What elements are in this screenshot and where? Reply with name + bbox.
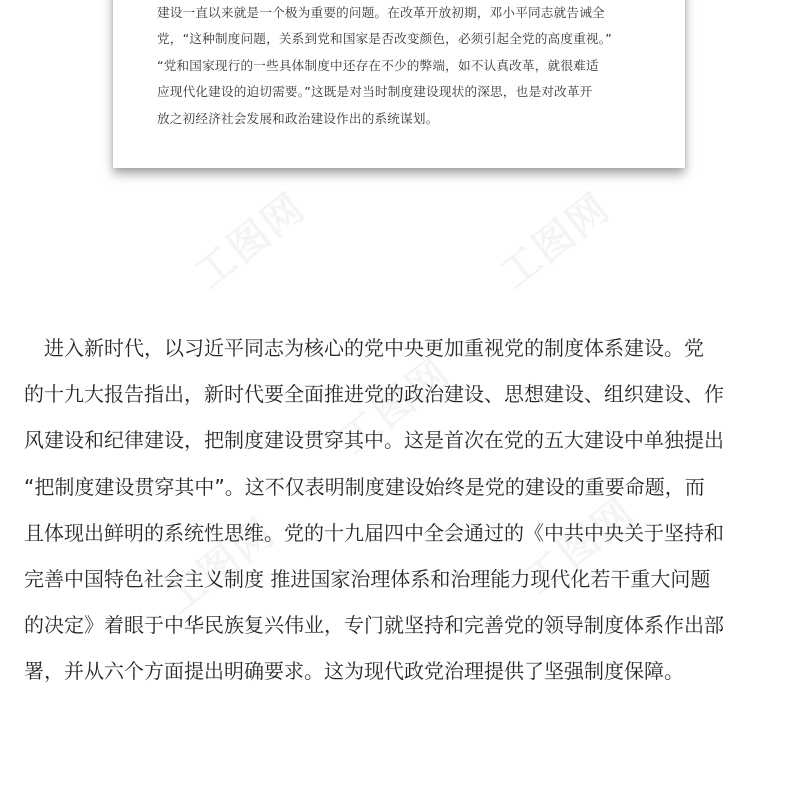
article-line: 署，并从六个方面提出明确要求。这为现代政党治理提供了坚强制度保障。 xyxy=(24,659,684,684)
article-line: 的决定》着眼于中华民族复兴伟业，专门就坚持和完善党的领导制度体系作出部 xyxy=(24,613,724,638)
article-line: 完善中国特色社会主义制度 推进国家治理体系和治理能力现代化若干重大问题 xyxy=(24,566,711,591)
article-line: 风建设和纪律建设，把制度建设贯穿其中。这是首次在党的五大建设中单独提出 xyxy=(24,428,724,453)
quote-line: “党和国家现行的一些具体制度中还存在不少的弊端，如不认真改革，就很难适 xyxy=(157,57,599,73)
quote-line: 建设一直以来就是一个极为重要的问题。在改革开放初期，邓小平同志就告诫全 xyxy=(157,5,605,20)
article-line: 的十九大报告指出，新时代要全面推进党的政治建设、思想建设、组织建设、作 xyxy=(24,382,724,407)
article-line: 进入新时代，以习近平同志为核心的党中央更加重视党的制度体系建设。党 xyxy=(24,336,704,360)
watermark xyxy=(181,177,315,299)
watermark xyxy=(486,177,620,299)
quote-line: 应现代化建设的迫切需要。”这既是对当时制度建设现状的深思，也是对改革开 xyxy=(157,84,593,100)
article-line: “把制度建设贯穿其中”。这不仅表明制度建设始终是党的建设的重要命题，而 xyxy=(24,474,705,499)
quote-box xyxy=(113,0,685,168)
quote-line: 放之初经济社会发展和政治建设作出的系统谋划。 xyxy=(157,110,439,126)
quote-line: 党，“这种制度问题，关系到党和国家是否改变颜色，必须引起全党的高度重视。” xyxy=(157,31,612,47)
article-body xyxy=(24,325,784,695)
article-line: 且体现出鲜明的系统性思维。党的十九届四中全会通过的《中共中央关于坚持和 xyxy=(24,520,724,545)
